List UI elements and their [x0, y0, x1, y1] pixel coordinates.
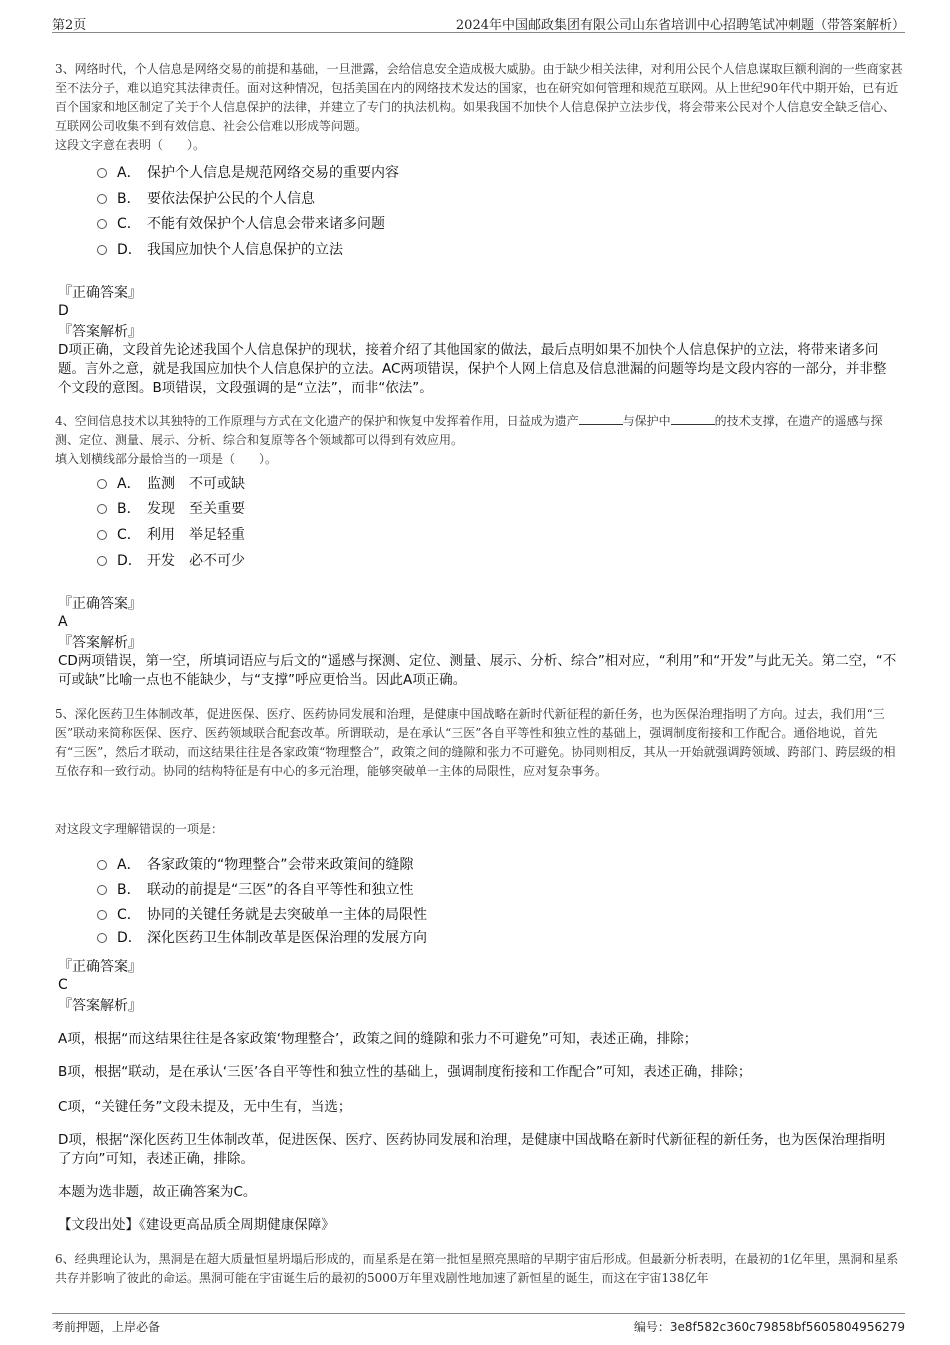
q3-option-a[interactable]: A． 保护个人信息是规范网络交易的重要内容 — [97, 161, 399, 185]
radio-icon[interactable] — [97, 479, 107, 489]
question-stem: 3、网络时代，个人信息是网络交易的前提和基础，一旦泄露，会给信息安全造成极大威胁。由于缺少相关法律，对利用公民个人信息谋取巨额利润的一些商家甚至不法分子，难以追究其法律责任。面对这种情况，包括美国在内的网络技术发达的国家，也在研究如何管理和规范互联网。从上世纪90年代中期开始，已有近百个国家和地区制定了关于个人信息保护的法律，并建立了专门的执法机构。如果我国不加快个人信息保护立法步伐，将会带来公民对个人信息安全缺乏信心、互联网公司收集不到有效信息、社会公信难以形成等问题。 — [55, 62, 903, 133]
radio-icon[interactable] — [97, 530, 107, 540]
radio-icon[interactable] — [97, 885, 107, 895]
fill-blank-2 — [671, 411, 715, 425]
question-stem: 5、深化医药卫生体制改革，促进医保、医疗、医药协同发展和治理，是健康中国战略在新时代新征程的新任务，也为医保治理指明了方向。过去，我们用“三医”联动来简称医保、医疗、医药领域联合配套改革。所谓联动，是在承认“三医”各自平等性和独立性的基础上，强调制度衔接和工作配合。通俗地说，首先有“三医”，然后才联动，而这结果往往是各家政策“物理整合”，政策之间的缝隙和张力不可避免。协同则相反，其从一开始就强调跨领域、跨部门、跨层级的相互依存和一致行动。协同的结构特征是有中心的多元治理，能够突破单一主体的局限性，应对复杂事务。 — [55, 707, 896, 778]
analysis-label: 『答案解析』 — [58, 998, 142, 1014]
document-title: 2024年中国邮政集团有限公司山东省培训中心招聘笔试冲刺题（带答案解析） — [455, 18, 905, 33]
analysis-a: A项，根据“而这结果往往是各家政策‘物理整合’，政策之间的缝隙和张力不可避免”可知，表述正确，排除； — [58, 1031, 698, 1047]
q4-option-b[interactable]: B． 发现 至关重要 — [97, 497, 245, 521]
footer-slogan: 考前押题，上岸必备 — [52, 1320, 161, 1334]
analysis-c: C项，“关键任务”文段未提及，无中生有，当选； — [58, 1099, 352, 1115]
q5-option-a[interactable]: A． 各家政策的“物理整合”会带来政策间的缝隙 — [97, 853, 414, 877]
question-stem: 4、空间信息技术以其独特的工作原理与方式在文化遗产的保护和恢复中发挥着作用，日益成为遗产 与保护中 的技术支撑，在遗产的遥感与探测、定位、测量、展示、分析、综合和复原等各个领域都可以得到有效应用。 — [55, 411, 903, 450]
analysis-b: B项，根据“联动，是在承认‘三医’各自平等性和独立性的基础上，强调制度衔接和工作配合”可知，表述正确，排除； — [58, 1064, 752, 1080]
q3-option-d[interactable]: D． 我国应加快个人信息保护的立法 — [97, 238, 343, 262]
analysis-conclusion: 本题为选非题，故正确答案为C。 — [58, 1184, 257, 1200]
fill-blank-1 — [579, 411, 623, 425]
analysis-label: 『答案解析』 — [58, 635, 142, 651]
page-header — [52, 10, 905, 33]
q5-option-c[interactable]: C． 协同的关键任务就是去突破单一主体的局限性 — [97, 903, 427, 927]
question-3 — [55, 60, 903, 155]
radio-icon[interactable] — [97, 219, 107, 229]
document-id: 编号：3e8f582c360c79858bf5605804956279 — [633, 1320, 905, 1334]
answer-value: D — [58, 303, 69, 319]
answer-label: 『正确答案』 — [58, 596, 142, 612]
q5-option-b[interactable]: B． 联动的前提是“三医”的各自平等性和独立性 — [97, 878, 414, 902]
q5-option-d[interactable]: D． 深化医药卫生体制改革是医保治理的发展方向 — [97, 926, 427, 950]
radio-icon[interactable] — [97, 168, 107, 178]
radio-icon[interactable] — [97, 556, 107, 566]
radio-icon[interactable] — [97, 933, 107, 943]
question-6 — [55, 1250, 903, 1288]
question-5 — [55, 705, 903, 781]
q3-option-b[interactable]: B． 要依法保护公民的个人信息 — [97, 187, 315, 211]
radio-icon[interactable] — [97, 194, 107, 204]
radio-icon[interactable] — [97, 860, 107, 870]
radio-icon[interactable] — [97, 504, 107, 514]
question-prompt: 这段文字意在表明（ ）。 — [55, 138, 206, 152]
radio-icon[interactable] — [97, 245, 107, 255]
analysis-d: D项，根据“深化医药卫生体制改革，促进医保、医疗、医药协同发展和治理，是健康中国战略在新时代新征程的新任务，也为医保治理指明了方向”可知，表述正确，排除。 — [58, 1132, 886, 1167]
question-prompt: 对这段文字理解错误的一项是： — [55, 822, 224, 836]
answer-label: 『正确答案』 — [58, 285, 142, 301]
question-4 — [55, 411, 903, 469]
page-footer — [52, 1313, 905, 1336]
analysis-text: CD两项错误，第一空，所填词语应与后文的“遥感与探测、定位、测量、展示、分析、综合”相对应，“利用”和“开发”与此无关。第二空，“不可或缺”比喻一点也不能缺少，与“支撑”呼应更恰当。因此A项正确。 — [58, 653, 897, 688]
q4-option-d[interactable]: D． 开发 必不可少 — [97, 549, 245, 573]
page-number: 第2页 — [52, 18, 87, 33]
question-prompt: 填入划横线部分最恰当的一项是（ ）。 — [55, 452, 278, 466]
answer-value: A — [58, 614, 68, 630]
answer-value: C — [58, 977, 68, 993]
q4-option-a[interactable]: A． 监测 不可或缺 — [97, 472, 245, 496]
q3-option-c[interactable]: C． 不能有效保护个人信息会带来诸多问题 — [97, 212, 385, 236]
analysis-text: D项正确，文段首先论述我国个人信息保护的现状，接着介绍了其他国家的做法，最后点明如果不加快个人信息保护的立法，将带来诸多问题。言外之意，就是我国应加快个人信息保护的立法。AC两项错误，保护个人网上信息及信息泄漏的问题等均是文段内容的一部分，并非整个文段的意图。B项错误，文段强调的是“立法”，而非“依法”。 — [58, 342, 887, 396]
analysis-label: 『答案解析』 — [58, 324, 142, 340]
q4-option-c[interactable]: C． 利用 举足轻重 — [97, 523, 245, 547]
question-5-prompt-wrap — [55, 820, 903, 839]
radio-icon[interactable] — [97, 910, 107, 920]
source-citation: 【文段出处】《建设更高品质全周期健康保障》 — [58, 1217, 335, 1233]
question-stem: 6、经典理论认为，黑洞是在超大质量恒星坍塌后形成的，而星系是在第一批恒星照亮黑暗的早期宇宙后形成。但最新分析表明，在最初的1亿年里，黑洞和星系共存并影响了彼此的命运。黑洞可能在宇宙诞生后的最初的5000万年里戏剧性地加速了新恒星的诞生，而这在宇宙138亿年 — [55, 1252, 899, 1285]
answer-label: 『正确答案』 — [58, 959, 142, 975]
